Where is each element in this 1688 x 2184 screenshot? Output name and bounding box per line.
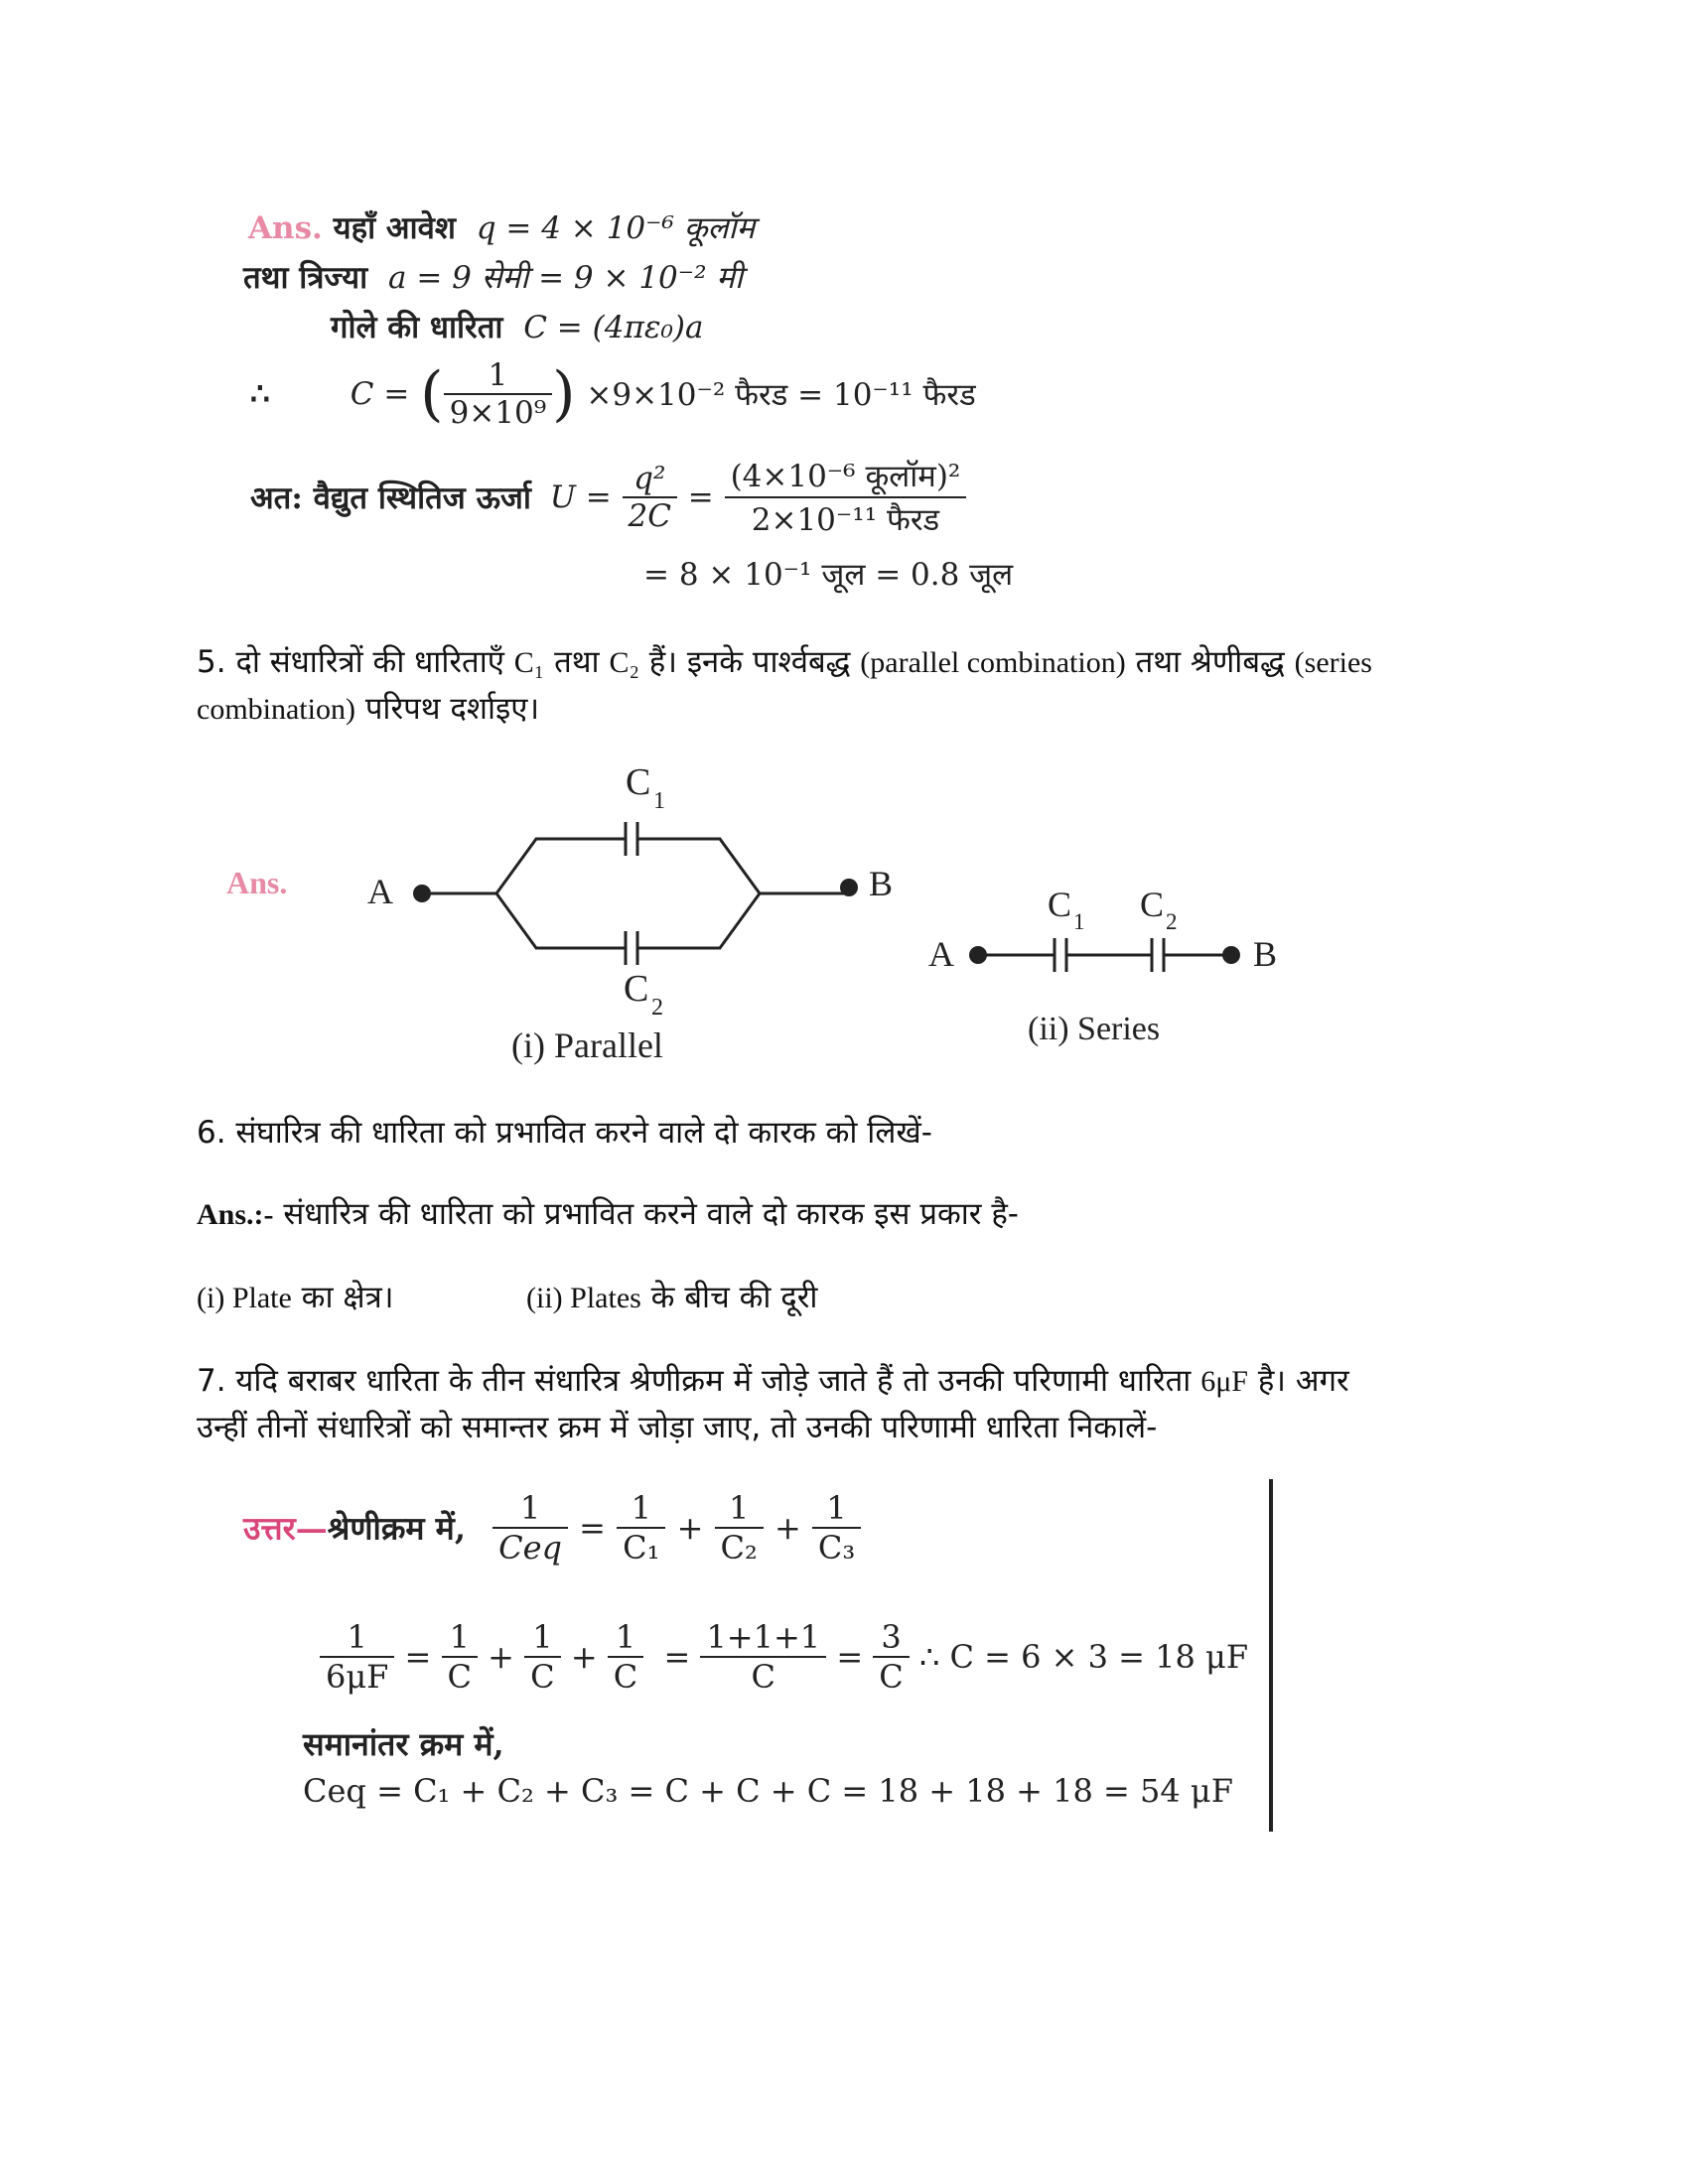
answer-6-label: Ans.:-	[197, 1198, 274, 1231]
fraction-denominator: C	[879, 1658, 904, 1696]
fraction-denominator: C₂	[720, 1529, 758, 1567]
fraction-numerator: 1	[524, 1618, 560, 1658]
ans4-line3-math: C = (4πε₀)a	[523, 310, 704, 345]
series-c2-subscript: 2	[1166, 909, 1178, 934]
item-english: (i) Plate	[197, 1282, 292, 1314]
series-c2-label: C	[1140, 885, 1165, 924]
fraction-denominator: Ceq	[498, 1529, 563, 1567]
fraction-1-c3	[812, 1489, 861, 1567]
answer-7-line2	[320, 1618, 1248, 1707]
fraction-denominator: 9×10⁹	[449, 395, 547, 431]
fraction-numerator: 1	[812, 1489, 861, 1529]
series-c1-label: C	[1048, 885, 1072, 924]
answer-6	[197, 1191, 1019, 1238]
q7-text: 7. यदि बराबर धारिता के तीन संधारित्र श्रेणीक्रम में जोड़े जाते हैं तो उनकी परिणामी धारिता	[197, 1363, 1192, 1399]
fraction-denominator: 2C	[628, 498, 671, 534]
ans4-line4-lhs: C =	[350, 376, 410, 412]
question-7	[197, 1358, 1487, 1450]
answer-6-item-2	[526, 1275, 817, 1321]
fraction-denominator: C	[530, 1658, 555, 1696]
fraction-1-ceq	[492, 1489, 568, 1567]
ans-label: Ans.	[248, 210, 323, 246]
fraction-denominator: 6μF	[326, 1658, 389, 1696]
equals-sign: =	[687, 479, 714, 515]
energy-fraction-1	[623, 461, 677, 534]
ans4-line2-math: a = 9 सेमी = 9 × 10⁻² मी	[387, 260, 743, 296]
fraction-numerator: (4×10⁻⁶ कूलॉम)²	[725, 455, 967, 498]
q7-text: उन्हीं तीनों संधारित्रों को समान्तर क्रम में जोड़ा जाए, तो उनकी परिणामी धारिता निकालें-	[197, 1410, 1158, 1445]
series-c1-subscript: 1	[1073, 909, 1085, 934]
parallel-label-b: B	[869, 864, 894, 903]
diagram-ans-label: Ans.	[226, 865, 288, 900]
q5-text: परिपथ दर्शाइए।	[364, 691, 540, 727]
q5-text: तथा श्रेणीबद्ध	[1135, 644, 1285, 680]
fraction-1-c	[524, 1618, 560, 1696]
parallel-caption: (i) Parallel	[511, 1025, 663, 1065]
answer-6-text: संधारित्र की धारिता को प्रभावित करने वाले दो कारक इस प्रकार है-	[283, 1196, 1019, 1232]
q5-english: (parallel combination)	[860, 646, 1126, 679]
fraction-numerator: q²	[623, 461, 677, 498]
answer-6-item-1	[197, 1275, 393, 1321]
parallel-circuit	[367, 761, 893, 1065]
q5-text: हैं। इनके पार्श्वबद्ध	[648, 644, 851, 680]
fraction-111-c	[700, 1618, 826, 1696]
fraction-1-c1	[617, 1489, 665, 1567]
fraction-denominator: C₁	[623, 1529, 660, 1567]
ans4-fraction	[444, 357, 553, 431]
ans4-line6: = 8 × 10⁻¹ जूल = 0.8 जूल	[643, 557, 1014, 593]
q5-c2: C₂	[609, 646, 639, 679]
result-parallel: Ceq = C₁ + C₂ + C₃ = C + C + C = 18 + 18 + 18 = 54 μF	[303, 1772, 1233, 1810]
question-6: 6. संघारित्र की धारिता को प्रभावित करने वाले दो कारक को लिखें-	[197, 1115, 932, 1151]
parallel-c1-subscript: 1	[653, 788, 665, 814]
scan-edge-border	[1269, 1479, 1273, 1832]
q5-number: 5.	[197, 644, 226, 680]
terminal-b-dot	[1222, 946, 1240, 964]
equals-sign: =	[836, 1638, 864, 1676]
plus-sign: +	[676, 1509, 704, 1547]
plus-sign: +	[774, 1509, 801, 1547]
question-5	[197, 639, 1487, 733]
fraction-denominator: C	[751, 1658, 776, 1696]
ans4-line5-text: अत: वैद्युत स्थितिज ऊर्जा	[250, 480, 531, 516]
item-hindi: के बीच की दूरी	[650, 1280, 818, 1315]
terminal-b-dot	[840, 879, 858, 896]
series-label-a: A	[928, 934, 954, 974]
fraction-numerator: 1+1+1	[700, 1618, 826, 1658]
fraction-1-c2	[715, 1489, 764, 1567]
plus-sign: +	[488, 1638, 514, 1676]
fraction-numerator: 1	[444, 357, 553, 395]
item-hindi: का क्षेत्र।	[301, 1280, 394, 1315]
paren-right: )	[552, 359, 576, 429]
q5-english: combination)	[197, 693, 355, 726]
fraction-denominator: 2×10⁻¹¹ फैरड	[751, 502, 940, 538]
answer-7-label: उत्तर—	[243, 1509, 328, 1548]
ans4-line2-text: तथा त्रिज्या	[243, 260, 368, 296]
fraction-denominator: C	[447, 1658, 472, 1696]
equals-sign: =	[663, 1638, 691, 1676]
paren-left: (	[420, 359, 444, 429]
parallel-label-a: A	[367, 872, 393, 911]
ans4-line5-lhs: U =	[549, 479, 612, 515]
fraction-1-c	[442, 1618, 478, 1696]
ans4-line1-math: q = 4 × 10⁻⁶ कूलॉम	[476, 210, 756, 246]
ans4-line4-rest: ×9×10⁻² फैरड = 10⁻¹¹ फैरड	[586, 377, 976, 413]
fraction-numerator: 1	[715, 1489, 764, 1529]
answer-7-line1	[243, 1489, 861, 1578]
series-text: श्रेणीक्रम में,	[327, 1509, 466, 1548]
fraction-denominator: C₃	[817, 1529, 856, 1567]
q7-text: है। अगर	[1257, 1363, 1349, 1399]
fraction-numerator: 3	[873, 1618, 909, 1658]
fraction-3-c	[873, 1618, 909, 1696]
item-english: (ii) Plates	[526, 1282, 641, 1314]
energy-fraction-2	[725, 455, 967, 540]
ans4-line1-text: यहाँ आवेश	[333, 210, 456, 246]
q5-text: तथा	[554, 644, 600, 680]
series-label-b: B	[1253, 934, 1278, 974]
equals-sign: =	[579, 1509, 606, 1547]
equals-sign: =	[404, 1638, 432, 1676]
parallel-text: समानांतर क्रम में,	[303, 1725, 504, 1763]
capacitor-circuits-diagram	[0, 735, 1688, 1092]
fraction-numerator: 1	[617, 1489, 665, 1529]
fraction-numerator: 1	[608, 1618, 643, 1658]
ans4-line3-text: गोले की धारिता	[331, 310, 503, 345]
series-caption: (ii) Series	[1028, 1011, 1161, 1047]
fraction-numerator: 1	[492, 1489, 568, 1529]
therefore-symbol: ∴	[250, 376, 270, 412]
fraction-denominator: C	[613, 1658, 638, 1696]
q5-english: (series	[1294, 646, 1372, 679]
q5-c1: C₁	[513, 646, 545, 679]
parallel-c2-label: C	[624, 968, 649, 1010]
fraction-numerator: 1	[442, 1618, 478, 1658]
result-series: ∴ C = 6 × 3 = 18 μF	[918, 1638, 1249, 1676]
series-circuit	[928, 885, 1277, 1047]
parallel-c1-label: C	[626, 761, 651, 803]
parallel-c2-subscript: 2	[651, 995, 663, 1021]
fraction-1-c	[608, 1618, 643, 1696]
q5-text: दो संधारित्रों की धारिताएँ	[235, 644, 504, 680]
fraction-1-6uf	[320, 1618, 394, 1696]
fraction-numerator: 1	[320, 1618, 394, 1658]
q7-unit: 6μF	[1200, 1365, 1248, 1398]
plus-sign: +	[570, 1638, 598, 1676]
